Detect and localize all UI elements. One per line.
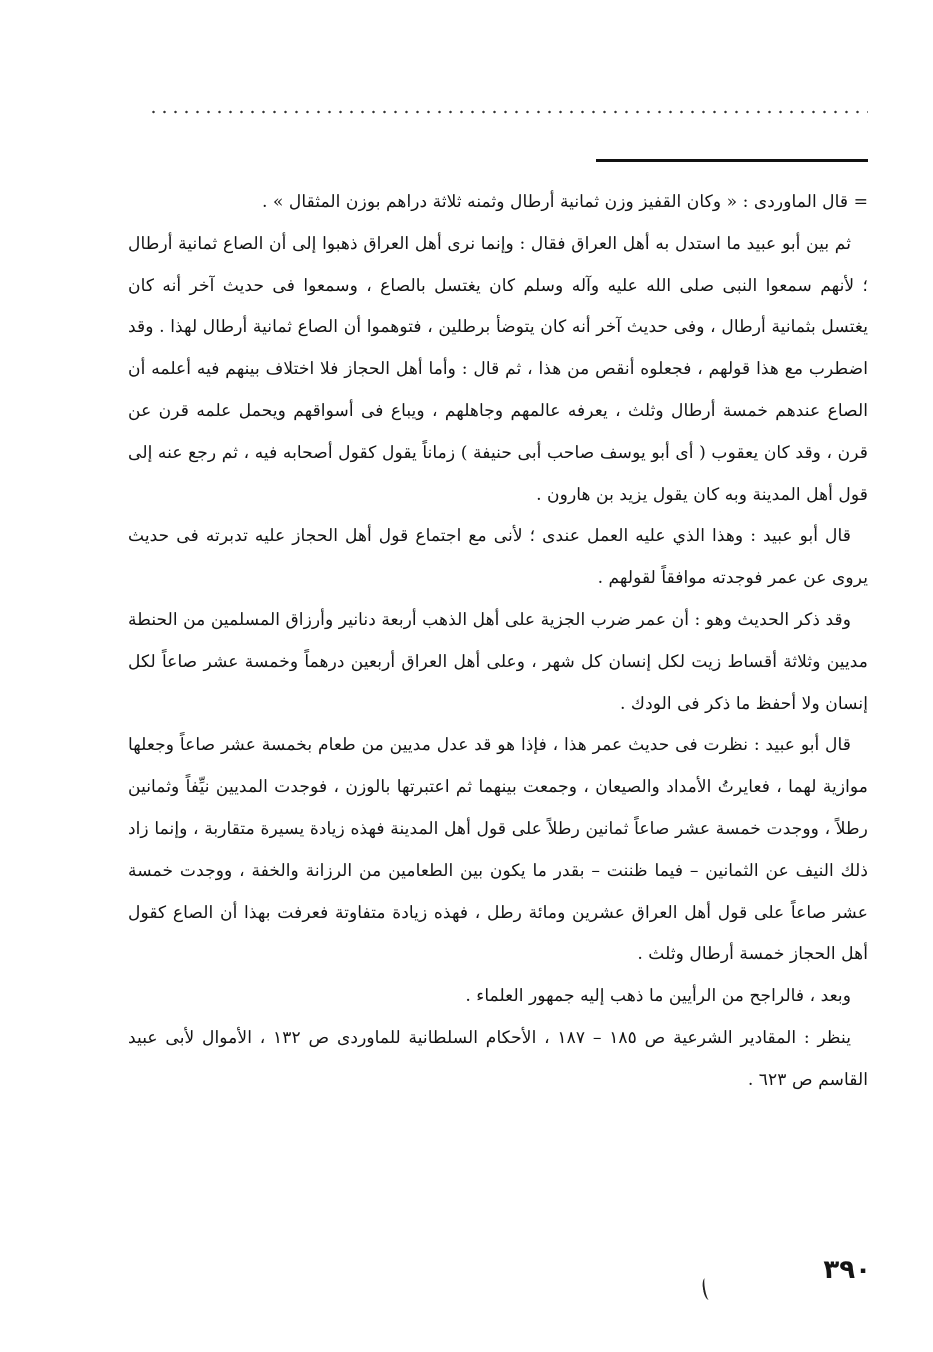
paragraph-continuation: = قال الماوردى : « وكان القفيز وزن ثمانية أرطال وثمنه ثلاثة دراهم بوزن المثقال » . [261, 192, 868, 212]
paragraph-umar-hadith: وقد ذكر الحديث وهو : أن عمر ضرب الجزية على أهل الذهب أربعة دنانير وأرزاق المسلمين من الحنطة مديين وثلاثة أقساط زيت لكل إنسان كل شهر ، وعلى أهل العراق أربعين درهماً وخمسة عشر صاعاً لكل إنسان ولا أحفظ ما ذكر فى الودك . [128, 609, 868, 714]
paragraph-conclusion: وبعد ، فالراجح من الرأيين ما ذهب إليه جمهور العلماء . [465, 986, 851, 1007]
paragraph-abu-ubayd-opinion: قال أبو عبيد : وهذا الذي عليه العمل عندى ؛ لأنى مع اجتماع قول أهل الحجاز عليه تدبرته فى حديث يروى عن عمر فوجدته موافقاً لقولهم . [128, 526, 868, 589]
paragraph-references: ينظر : المقادير الشرعية ص ١٨٥ – ١٨٧ ، الأحكام السلطانية للماوردى ص ١٣٢ ، الأموال لأبى عبيد القاسم ص ٦٢٣ . [128, 1027, 868, 1090]
scan-mark [701, 1277, 713, 1300]
footnote-rule [596, 159, 868, 162]
page-number: ٣٩٠ [823, 1255, 871, 1285]
paragraph-iraq-argument: ثم بين أبو عبيد ما استدل به أهل العراق فقال : وإنما نرى أهل العراق ذهبوا إلى أن الصاع ثمانية أرطال ؛ لأنهم سمعوا النبى صلى الله عليه وآله وسلم كان يغتسل بالصاع ، وسمعوا فى حديث آخر أنه كان يغتسل بثمانية أرطال ، وفى حديث آخر أنه كان يتوضأ برطلين ، فتوهموا أن الصاع ثمانية أرطال لهذا . وقد اضطرب مع هذا قولهم ، فجعلوه أنقص من هذا ، ثم قال : وأما أهل الحجاز فلا اختلاف بينهم فيه أعلمه أن الصاع عندهم خمسة أرطال وثلث ، يعرفه عالمهم وجاهلهم ، ويباع فى أسواقهم ويحمل علمه قرن عن قرن ، وقد كان يعقوب ( أى أبو يوسف صاحب أبى حنيفة ) زماناً يقول كقول أصحابه فيه ، ثم رجع عنه إلى قول أهل المدينة وبه كان يقول يزيد بن هارون . [128, 233, 868, 505]
dotted-separator [148, 110, 868, 114]
footnote-text [128, 182, 868, 1102]
paragraph-abu-ubayd-analysis: قال أبو عبيد : نظرت فى حديث عمر هذا ، فإذا هو قد عدل مديين من طعام بخمسة عشر صاعاً وجعلها موازية لهما ، فعايرتُ الأمداد والصيعان ، وجمعت بينهما ثم اعتبرتها بالوزن ، فوجدت المديين نيِّفاً وثمانين رطلاً ، ووجدت خمسة عشر صاعاً ثمانين رطلاً على قول أهل المدينة فهذه زيادة يسيرة متقاربة ، وإنما زاد ذلك النيف عن الثمانين – فيما ظننت – بقدر ما يكون بين الطعامين من الرزانة والخفة ، ووجدت خمسة عشر صاعاً على قول أهل العراق عشرين ومائة رطل ، فهذه زيادة متفاوتة فعرفت بهذا أن الصاع كقول أهل الحجاز خمسة أرطال وثلث . [128, 735, 868, 965]
